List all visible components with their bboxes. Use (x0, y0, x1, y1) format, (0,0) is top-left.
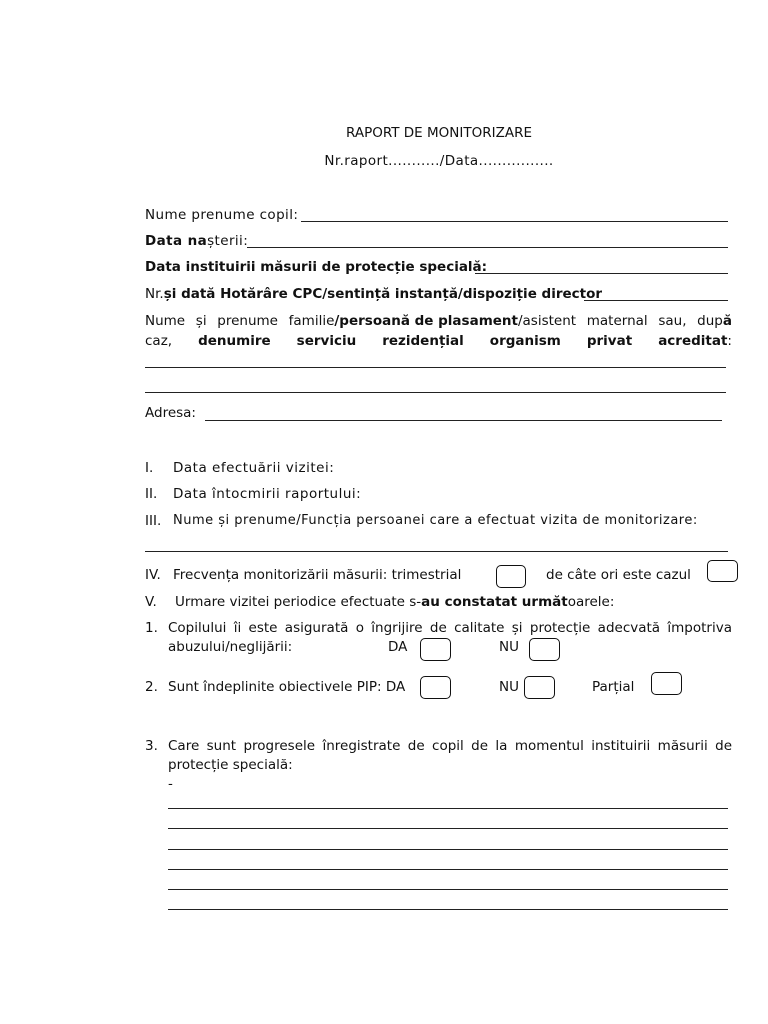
item-2-partial-label: Parțial (592, 679, 635, 695)
progress-field-line[interactable] (168, 808, 728, 809)
family-word: prenume (217, 313, 278, 329)
child-name-label: Nume prenume copil: (145, 207, 299, 223)
section-5-text-pre: Urmare vizitei periodice efectuate s- (175, 594, 422, 610)
item-1-number: 1. (145, 620, 158, 636)
item-1-da-label: DA (388, 639, 408, 655)
section-5-text (175, 594, 614, 610)
institution-date-label: Data instituirii măsurii de protecție specială: (145, 259, 488, 275)
section-1-number: I. (145, 460, 154, 476)
decision-label-bold: și dată Hotărâre CPC/sentință instanță/dispoziție director (163, 286, 603, 302)
item-2-partial-checkbox[interactable] (651, 672, 682, 695)
family-word-bold: /persoană de plasament (334, 313, 518, 329)
family-word-bold: denumire (198, 333, 271, 349)
birth-date-label-bold: Data na (145, 233, 208, 249)
item-2-text: Sunt îndeplinite obiectivele PIP: DA (168, 679, 406, 695)
item-2-nu-checkbox[interactable] (524, 676, 555, 699)
section-3-field[interactable] (145, 551, 728, 552)
quarterly-checkbox[interactable] (496, 565, 526, 588)
family-word: /asistent (517, 313, 577, 329)
section-4-text: Frecvența monitorizării măsurii: trimestrial (173, 567, 462, 583)
section-5-text-post: oarele: (567, 594, 615, 610)
family-word-bold: ă (722, 313, 732, 329)
section-1-text: Data efectuării vizitei: (173, 460, 335, 476)
progress-field-line[interactable] (168, 909, 728, 910)
section-4-alt-text: de câte ori este cazul (546, 567, 691, 583)
family-word: sau, (658, 313, 687, 329)
section-3-number: III. (145, 513, 162, 529)
item-3-line-2: protecție specială: (168, 757, 293, 773)
section-2-number: II. (145, 486, 158, 502)
item-2-number: 2. (145, 679, 158, 695)
report-number-date: Nr.raport.........../Data................ (324, 153, 554, 169)
section-3-text: Nume și prenume/Funcția persoanei care a efectuat vizita de monitorizare: (173, 513, 698, 528)
family-word: dup (697, 313, 723, 329)
birth-date-label-rest: șterii: (207, 233, 249, 249)
decision-label-pre: Nr. (145, 286, 164, 302)
family-line-2 (145, 333, 732, 349)
family-word: și (195, 313, 207, 329)
progress-field-line[interactable] (168, 849, 728, 850)
family-word-bold: organism (489, 333, 561, 349)
address-label: Adresa: (145, 405, 196, 421)
item-3-number: 3. (145, 738, 158, 754)
birth-date-field[interactable] (247, 247, 728, 248)
section-5-text-bold: au constatat următ (421, 594, 568, 610)
item-1-nu-checkbox[interactable] (529, 638, 560, 661)
birth-date-label (145, 233, 248, 249)
section-2-text: Data întocmirii raportului: (173, 486, 362, 502)
family-word-bold: rezidențial (382, 333, 464, 349)
item-1-line-1: Copilului îi este asigurată o îngrijire de calitate și protecție adecvată împotriva (168, 620, 732, 636)
item-2-nu-label: NU (499, 679, 519, 695)
section-4-number: IV. (145, 567, 161, 583)
address-field[interactable] (205, 420, 722, 421)
item-1-da-checkbox[interactable] (420, 638, 451, 661)
item-3-line-1: Care sunt progresele înregistrate de copil de la momentul instituirii măsurii de (168, 738, 732, 754)
institution-date-field[interactable] (475, 273, 728, 274)
progress-field-line[interactable] (168, 828, 728, 829)
decision-field[interactable] (584, 300, 728, 301)
family-field-line-2[interactable] (145, 392, 726, 393)
section-5-number: V. (145, 594, 157, 610)
family-word: maternal (586, 313, 648, 329)
child-name-field[interactable] (301, 221, 728, 222)
family-word: : (727, 333, 732, 349)
family-word: familie (288, 313, 335, 329)
family-word-bold: privat (586, 333, 633, 349)
item-3-dash: - (168, 776, 173, 792)
document-title: RAPORT DE MONITORIZARE (346, 125, 532, 141)
family-word-bold: serviciu (296, 333, 357, 349)
family-word-bold: acreditat (658, 333, 728, 349)
family-word: caz, (145, 333, 173, 349)
progress-field-line[interactable] (168, 869, 728, 870)
family-line-1 (145, 313, 732, 329)
family-word: Nume (145, 313, 186, 329)
item-2-da-checkbox[interactable] (420, 676, 451, 699)
item-1-line-2: abuzului/neglijării: (168, 639, 293, 655)
progress-field-line[interactable] (168, 889, 728, 890)
as-needed-checkbox[interactable] (707, 560, 738, 582)
family-field-line-1[interactable] (145, 367, 726, 368)
decision-label (145, 286, 602, 302)
item-1-nu-label: NU (499, 639, 519, 655)
